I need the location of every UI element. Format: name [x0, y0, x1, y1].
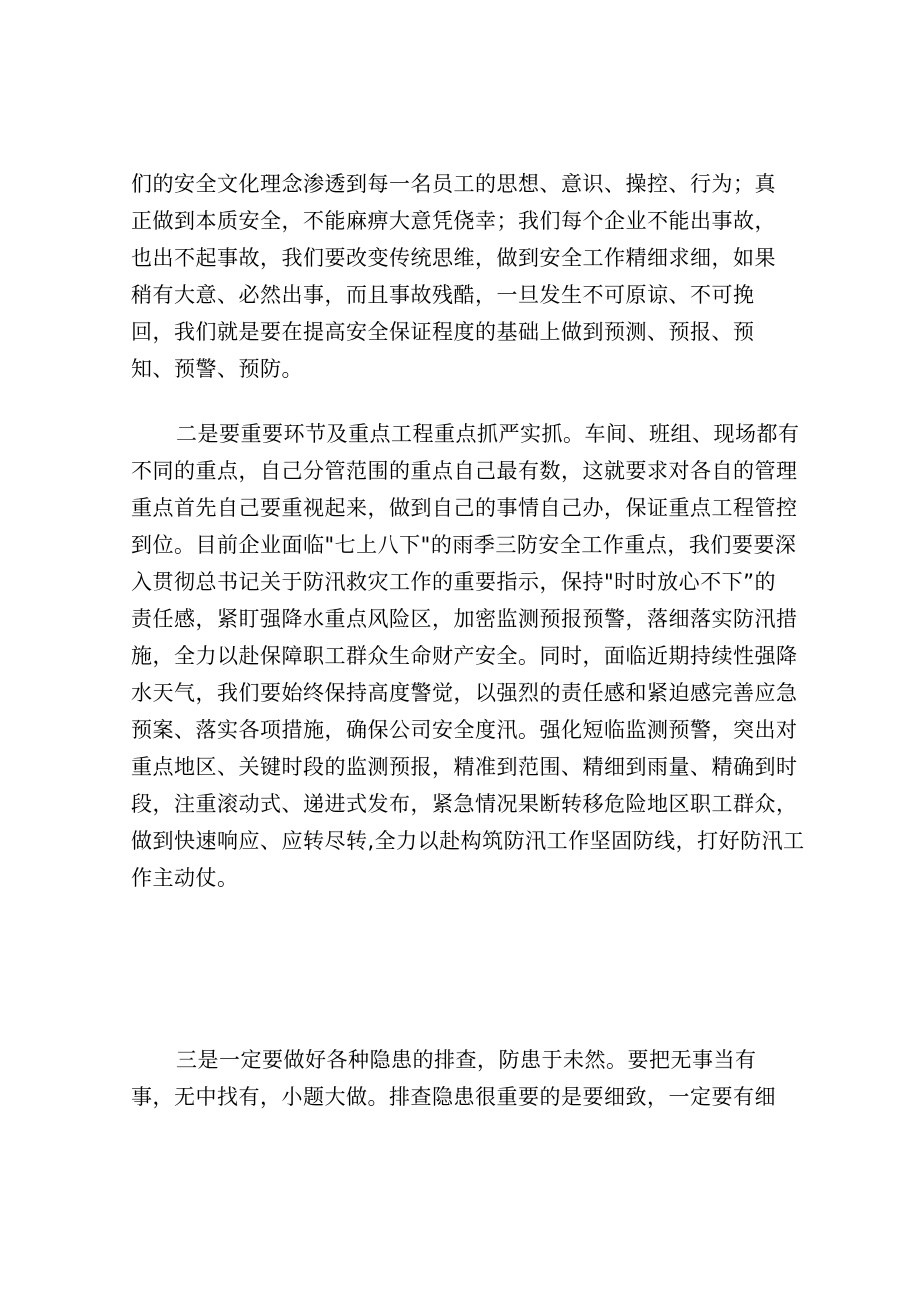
p2-line-6: 责任感，紧盯强降水重点风险区，加密监测预报预警，落细落实防汛措	[131, 607, 798, 631]
p2-line-7: 施，全力以赴保障职工群众生命财产安全。同时，面临近期持续性强降	[131, 644, 798, 668]
p2-line-1: 二是要重要环节及重点工程重点抓严实抓。车间、班组、现场都有	[176, 422, 800, 446]
p2-line-8: 水天气，我们要始终保持高度警觉，以强烈的责任感和紧迫感完善应急	[131, 681, 798, 705]
p1-line-5: 回，我们就是要在提高安全保证程度的基础上做到预测、预报、预	[131, 320, 755, 344]
p1-line-4: 稍有大意、必然出事，而且事故残酷，一旦发生不可原谅、不可挽	[131, 283, 755, 307]
p2-line-3: 重点首先自己要重视起来，做到自己的事情自己办，保证重点工程管控	[131, 496, 798, 520]
p1-line-3: 也出不起事故，我们要改变传统思维，做到安全工作精细求细，如果	[131, 246, 776, 270]
p1-line-2: 正做到本质安全，不能麻痹大意凭侥幸；我们每个企业不能出事故，	[131, 209, 776, 233]
p3-line-1: 三是一定要做好各种隐患的排查，防患于未然。要把无事当有	[176, 1048, 757, 1072]
p2-line-11: 段，注重滚动式、递进式发布，紧急情况果断转移危险地区职工群众，	[131, 792, 798, 816]
p2-line-13: 作主动仗。	[131, 866, 239, 890]
p2-line-12: 做到快速响应、应转尽转,全力以赴构筑防汛工作坚固防线，打好防汛工	[131, 829, 805, 853]
p2-line-10: 重点地区、关键时段的监测预报，精准到范围、精细到雨量、精确到时	[131, 755, 798, 779]
p3-line-2: 事，无中找有，小题大做。排查隐患很重要的是要细致，一定要有细	[131, 1085, 776, 1109]
p1-line-1: 们的安全文化理念渗透到每一名员工的思想、意识、操控、行为；真	[131, 172, 776, 196]
p2-line-9: 预案、落实各项措施，确保公司安全度汛。强化短临监测预警，突出对	[131, 718, 798, 742]
p2-line-2: 不同的重点，自己分管范围的重点自己最有数，这就要求对各自的管理	[131, 459, 798, 483]
p1-line-6: 知、预警、预防。	[131, 357, 303, 381]
p2-line-4: 到位。目前企业面临"七上八下"的雨季三防安全工作重点，我们要要深	[131, 533, 797, 557]
p2-line-5: 入贯彻总书记关于防汛救灾工作的重要指示，保持"时时放心不下”的	[131, 570, 777, 594]
